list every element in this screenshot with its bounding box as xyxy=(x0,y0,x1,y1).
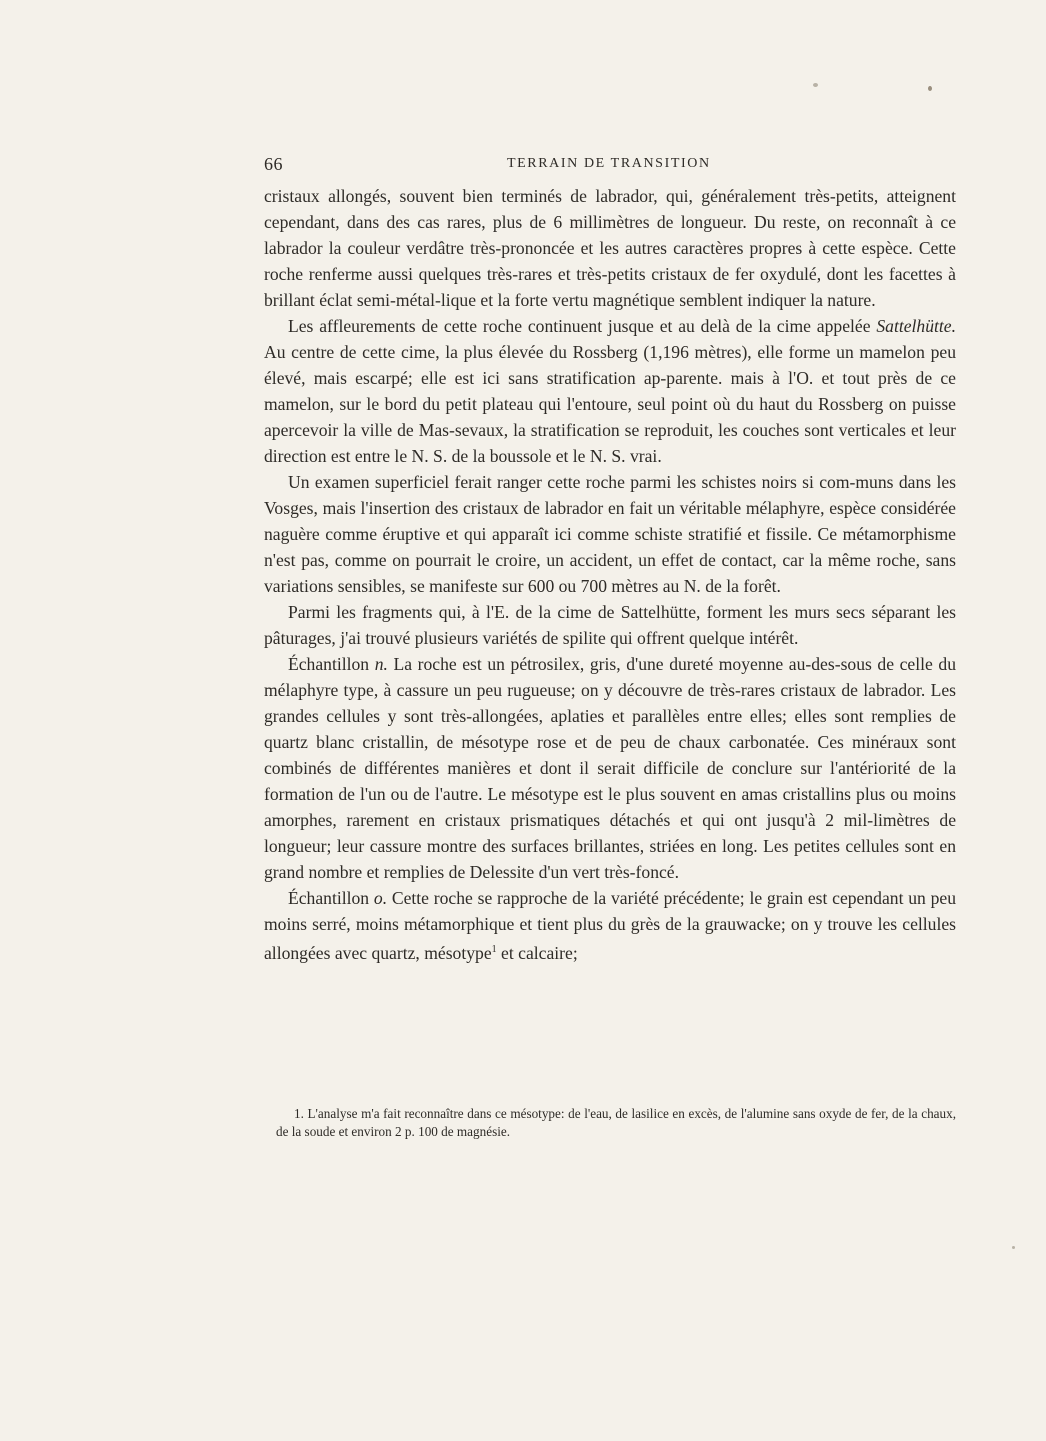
footnote xyxy=(276,1105,956,1141)
paragraph: Un examen superficiel ferait ranger cette roche parmi les schistes noirs si com-muns dans les Vosges, mais l'insertion des cristaux de labrador en fait un véritable mélaphyre, espèce considérée naguère comme éruptive et qui apparaît ici comme schiste stratifié et fissile. Ce métamorphisme n'est pas, comme on pourrait le croire, un accident, un effet de contact, car la même roche, sans variations sensibles, se manifeste sur 600 ou 700 mètres au N. de la forêt. xyxy=(264,472,956,596)
running-title: TERRAIN DE TRANSITION xyxy=(507,156,711,171)
sample-label: o. xyxy=(373,888,388,908)
place-name: Sattelhütte. xyxy=(876,316,956,336)
paragraph: Parmi les fragments qui, à l'E. de la cime de Sattelhütte, forment les murs secs séparant les pâturages, j'ai trouvé plusieurs variétés de spilite qui offrent quelque intérêt. xyxy=(264,602,956,648)
page-number: 66 xyxy=(264,154,283,174)
paper-speck xyxy=(813,83,818,87)
paper-speck xyxy=(1012,1246,1015,1249)
paragraph: Échantillon o. Cette roche se rapproche de la variété précédente; le grain est cependant un peu moins serré, moins métamorphique et tient plus du grès de la grauwacke; on y trouve les cellules allongées avec quartz, mésotype$^1$ et calcaire; xyxy=(264,888,956,963)
main-text xyxy=(264,183,956,966)
sample-label: n. xyxy=(374,654,388,674)
paragraph: Échantillon n. La roche est un pétrosilex, gris, d'une dureté moyenne au-des-sous de celle du mélaphyre type, à cassure un peu rugueuse; on y découvre de très-rares cristaux de labrador. Les grandes cellules y sont très-allongées, aplaties et parallèles entre elles; elles sont remplies de quartz blanc cristallin, de mésotype rose et de peu de chaux carbonatée. Ces minéraux sont combinés de différentes manières et dont il serait difficile de conclure sur l'antériorité de la formation de l'un ou de l'autre. Le mésotype est le plus souvent en amas cristallins plus ou moins amorphes, rarement en cristaux prismatiques détachés et qui ont jusqu'à 2 mil-limètres de longueur; leur cassure montre des surfaces brillantes, striées en long. Les petites cellules sont en grand nombre et remplies de Delessite d'un vert très-foncé. xyxy=(264,654,956,882)
paragraph: Les affleurements de cette roche continuent jusque et au delà de la cime appelée Sattelhütte. Au centre de cette cime, la plus élevée du Rossberg (1,196 mètres), elle forme un mamelon peu élevé, mais escarpé; elle est ici sans stratification ap-parente. mais à l'O. et tout près de ce mamelon, sur le bord du petit plateau qui l'entoure, seul point où du haut du Rossberg on puisse apercevoir la ville de Mas-sevaux, la stratification se reproduit, les couches sont verticales et leur direction est entre le N. S. de la boussole et le N. S. vrai. xyxy=(264,316,956,466)
paper-speck xyxy=(928,86,932,91)
page-header xyxy=(264,154,954,178)
footnote-text: 1. L'analyse m'a fait reconnaître dans ce mésotype: de l'eau, de lasilice en excès, de l'alumine sans oxyde de fer, de la chaux, de la soude et environ 2 p. 100 de magnésie. xyxy=(276,1106,956,1139)
footnote-marker: 1 xyxy=(491,944,497,955)
paragraph: cristaux allongés, souvent bien terminés de labrador, qui, généralement très-petits, atteignent cependant, dans des cas rares, plus de 6 millimètres de longueur. Du reste, on reconnaît à ce labrador la couleur verdâtre très-prononcée et les autres caractères propres à cette espèce. Cette roche renferme aussi quelques très-rares et très-petits cristaux de fer oxydulé, dont les facettes à brillant éclat semi-métal-lique et la forte vertu magnétique semblent indiquer la nature. xyxy=(264,186,956,310)
